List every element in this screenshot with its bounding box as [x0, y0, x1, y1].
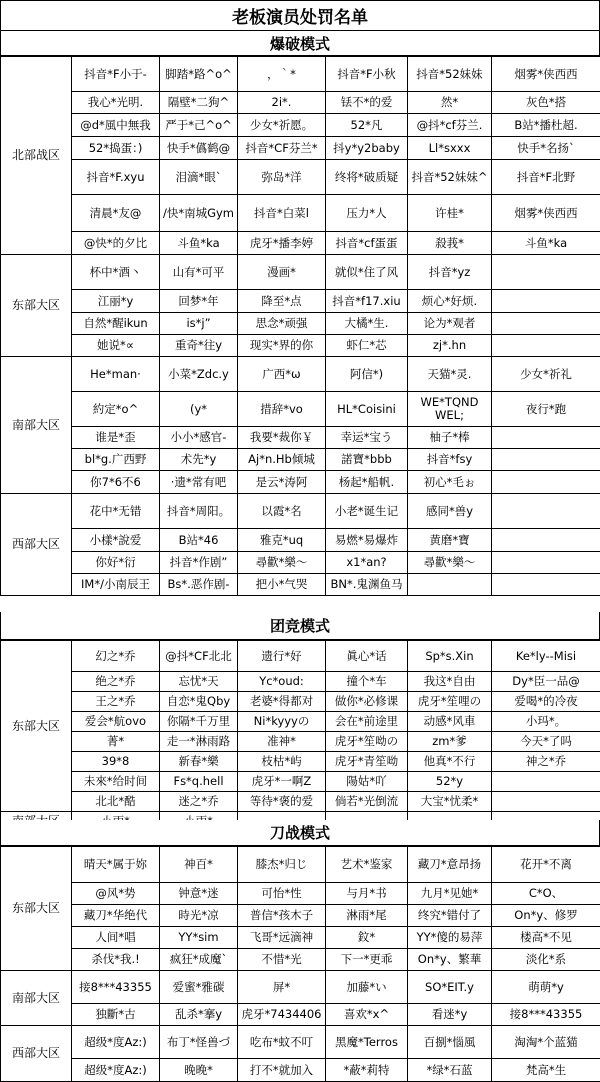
player-name-cell: x1*an?	[326, 552, 408, 574]
player-name-cell: 喜欢*x^	[326, 1004, 408, 1026]
player-name-cell	[492, 290, 600, 313]
player-name-cell: 超级*度Az:)	[72, 1059, 160, 1082]
player-name-cell: 人间*唱	[72, 927, 160, 949]
player-name-cell: B站*播杜超.	[492, 114, 600, 137]
player-name-cell: 杨起*船帆.	[326, 471, 408, 494]
player-name-cell: 尋歡*樂～	[408, 552, 492, 574]
player-name-cell: 小小*感官-	[160, 427, 238, 449]
player-name-cell: 抖音*F小于-	[72, 57, 160, 92]
sheet-title: 老板演员处罚名单	[0, 0, 600, 31]
table-row	[1, 672, 600, 692]
player-name-cell: 夜行*跑	[492, 392, 600, 427]
player-name-cell: 现实*界的你	[238, 335, 326, 357]
player-name-cell: 钟意*迷	[160, 883, 238, 905]
player-name-cell: 把小*气哭	[238, 574, 326, 596]
player-name-cell: YY*傻的易萍	[408, 927, 492, 949]
player-name-cell: 花开*不离	[492, 847, 600, 883]
player-name-cell: YY*sim	[160, 927, 238, 949]
player-name-cell: 虾仁*芯	[326, 335, 408, 357]
player-name-cell: HL*Coisini	[326, 392, 408, 427]
player-name-cell: 今天*了吗	[492, 732, 600, 752]
player-name-cell: 小玛*。	[492, 712, 600, 732]
player-name-cell: 少女*祈礼	[492, 357, 600, 392]
player-name-cell: 虎牙*播李婷	[238, 232, 326, 255]
player-name-cell: 烦心*好烦.	[408, 290, 492, 313]
player-name-cell: 广西*ω	[238, 357, 326, 392]
player-name-cell: 易燃*易爆炸	[326, 529, 408, 552]
player-name-cell: 以霞*名	[238, 494, 326, 529]
player-name-cell: 烟雾*侠西西	[492, 57, 600, 92]
mode-header: 刀战模式	[0, 820, 600, 846]
player-name-cell	[492, 552, 600, 574]
player-name-cell: 江丽*y	[72, 290, 160, 313]
player-name-cell: Bs*.恶作剧-	[160, 574, 238, 596]
player-name-cell: 布丁*怪兽づ	[160, 1026, 238, 1059]
player-name-cell: 我这*自由	[408, 672, 492, 692]
player-name-cell: IM*/小南辰王	[72, 574, 160, 596]
player-name-cell: 论为*观者	[408, 313, 492, 335]
player-name-cell: 大橘*生.	[326, 313, 408, 335]
table-row	[1, 1026, 600, 1059]
player-name-cell: Ni*kyyyの	[238, 712, 326, 732]
player-name-cell: 52*捣蛋：)	[72, 137, 160, 160]
player-name-cell	[492, 529, 600, 552]
player-name-cell: 眞心*话	[326, 641, 408, 672]
player-name-cell: 接8***43355	[492, 1004, 600, 1026]
player-name-cell: 是云*涛阿	[238, 471, 326, 494]
player-name-cell	[408, 574, 492, 596]
player-name-cell: 抖音*作剧”	[160, 552, 238, 574]
player-name-cell: Fs*q.hell	[160, 772, 238, 792]
player-name-cell: 与月*书	[326, 883, 408, 905]
table-row	[1, 92, 600, 114]
table-row	[1, 232, 600, 255]
player-name-cell: 等待*褒的爱	[238, 792, 326, 812]
region-label: 东部大区	[1, 847, 72, 971]
table-row	[1, 752, 600, 772]
player-name-cell: ·遗*常有吧	[160, 471, 238, 494]
player-name-cell: 独斷*古	[72, 1004, 160, 1026]
player-name-cell: 九月*见她*	[408, 883, 492, 905]
table-row	[1, 552, 600, 574]
player-name-cell: 绝之*乔	[72, 672, 160, 692]
player-name-cell: 諾寶*bbb	[326, 449, 408, 471]
player-name-cell	[492, 471, 600, 494]
player-name-cell	[492, 449, 600, 471]
table-row	[1, 160, 600, 195]
region-label: 南部大区	[1, 971, 72, 1026]
player-name-cell: 铥不*的爱	[326, 92, 408, 114]
table-row	[1, 255, 600, 290]
player-name-cell: @抖*CF北北	[160, 641, 238, 672]
player-name-cell: 终将*破质疑	[326, 160, 408, 195]
player-name-cell: 疯狂*成魔`	[160, 949, 238, 971]
player-name-cell: 打不*就加入	[238, 1059, 326, 1082]
player-name-cell	[492, 313, 600, 335]
table-row	[1, 471, 600, 494]
player-name-cell: 撞个*车	[326, 672, 408, 692]
player-name-cell: 雅克*uq	[238, 529, 326, 552]
player-name-cell: 百捌*惱風	[408, 1026, 492, 1059]
player-name-cell: ，｀*	[238, 57, 326, 92]
player-name-cell: 超级*度Az:)	[72, 1026, 160, 1059]
table-row	[1, 574, 600, 596]
player-name-cell: 术先*y	[160, 449, 238, 471]
player-name-cell: 终究*错付了	[408, 905, 492, 927]
player-name-cell: Sp*s.Xin	[408, 641, 492, 672]
player-name-cell: 枝枯*屿	[238, 752, 326, 772]
player-name-cell: zm*爹	[408, 732, 492, 752]
player-name-cell: 新春*樂	[160, 752, 238, 772]
player-name-cell: 乱杀*搴y	[160, 1004, 238, 1026]
player-name-cell: 抖音*白菜l	[238, 195, 326, 232]
player-name-cell: 大宝*忧柔*	[408, 792, 492, 812]
player-name-cell: 自恋*鬼Qby	[160, 692, 238, 712]
player-name-cell	[492, 494, 600, 529]
player-name-cell: SO*EIT.y	[408, 971, 492, 1004]
player-name-cell: 幻之*乔	[72, 641, 160, 672]
player-name-cell: 抖音*F北野	[492, 160, 600, 195]
player-name-cell: 漫画*	[238, 255, 326, 290]
table-row	[1, 949, 600, 971]
player-name-cell: Ke*ly--Misi	[492, 641, 600, 672]
player-name-cell: 迷之*乔	[160, 792, 238, 812]
player-name-cell: 降至*点	[238, 290, 326, 313]
mode-table	[0, 640, 600, 831]
player-name-cell: 約定*o^	[72, 392, 160, 427]
player-name-cell: 膝杰*归じ	[238, 847, 326, 883]
table-row	[1, 927, 600, 949]
player-name-cell: 动感*风車	[408, 712, 492, 732]
player-name-cell: Yc*oud:	[238, 672, 326, 692]
player-name-cell: 淋雨*尾	[326, 905, 408, 927]
table-row	[1, 137, 600, 160]
player-name-cell: 清晨*友@	[72, 195, 160, 232]
table-row	[1, 449, 600, 471]
table-row	[1, 692, 600, 712]
player-name-cell: 严于*己^o^	[160, 114, 238, 137]
player-name-cell: 2i*.	[238, 92, 326, 114]
player-name-cell: He*man·	[72, 357, 160, 392]
mode-table	[0, 56, 600, 596]
player-name-cell: 抖音*yz	[408, 255, 492, 290]
player-name-cell: 爱喝*的冷夜	[492, 692, 600, 712]
player-name-cell: 楼高*不见	[492, 927, 600, 949]
player-name-cell	[492, 772, 600, 792]
mode-header: 爆破模式	[0, 31, 600, 56]
player-name-cell: 天猫*灵.	[408, 357, 492, 392]
mode-header: 团竞模式	[0, 612, 600, 640]
table-row	[1, 772, 600, 792]
player-name-cell: 许桂*	[408, 195, 492, 232]
player-name-cell: On*y、繁華	[408, 949, 492, 971]
player-name-cell: 山有*可平	[160, 255, 238, 290]
player-name-cell: 回梦*年	[160, 290, 238, 313]
player-name-cell: 爱会*航ovo	[72, 712, 160, 732]
table-row	[1, 905, 600, 927]
player-name-cell: 抖音*F.xyu	[72, 160, 160, 195]
player-name-cell: 压力*人	[326, 195, 408, 232]
player-name-cell: 初心*毛ぉ	[408, 471, 492, 494]
region-label: 东部大区	[1, 255, 72, 357]
player-name-cell: 遗行*好	[238, 641, 326, 672]
player-name-cell: 杯中*酒丶	[72, 255, 160, 290]
player-name-cell: 抖y*y2baby	[326, 137, 408, 160]
player-name-cell: 斗鱼*ka	[492, 232, 600, 255]
player-name-cell: 会在*前途里	[326, 712, 408, 732]
player-name-cell	[492, 335, 600, 357]
player-name-cell: @d*風中無我	[72, 114, 160, 137]
player-name-cell: 隔壁*二狗^	[160, 92, 238, 114]
player-name-cell: 抖音*F小秋	[326, 57, 408, 92]
player-name-cell: 杀伐*我.!	[72, 949, 160, 971]
player-name-cell	[492, 792, 600, 812]
region-label: 南部大区	[1, 357, 72, 494]
player-name-cell: 黑魔*Terros	[326, 1026, 408, 1059]
player-name-cell: 梵高*生	[492, 1059, 600, 1082]
player-name-cell: WE*TQND WEL;	[408, 392, 492, 427]
table-row	[1, 195, 600, 232]
player-name-cell: 北北*酷	[72, 792, 160, 812]
table-row	[1, 313, 600, 335]
player-name-cell: 神百*	[160, 847, 238, 883]
player-name-cell: 未來*给时间	[72, 772, 160, 792]
player-name-cell: 王之*乔	[72, 692, 160, 712]
player-name-cell: 淡化*系	[492, 949, 600, 971]
player-name-cell: 小菜*Zdc.y	[160, 357, 238, 392]
player-name-cell: 神之*乔	[492, 752, 600, 772]
player-name-cell: 抖音*52妹妹	[408, 57, 492, 92]
player-name-cell: 菁*	[72, 732, 160, 752]
player-name-cell: 老婆*得都对	[238, 692, 326, 712]
player-name-cell: 你7*6不6	[72, 471, 160, 494]
player-name-cell: 抖音*f17.xiu	[326, 290, 408, 313]
player-name-cell: 抖音*cf蛋蛋	[326, 232, 408, 255]
player-name-cell: is*j”	[160, 313, 238, 335]
table-row	[1, 792, 600, 812]
player-name-cell: @风*势	[72, 883, 160, 905]
player-name-cell: 虎牙*7434406	[238, 1004, 326, 1026]
player-name-cell: 然*	[408, 92, 492, 114]
player-name-cell: 谁是*歪	[72, 427, 160, 449]
table-row	[1, 357, 600, 392]
player-name-cell: 虎牙*笙哩の	[408, 692, 492, 712]
player-name-cell: (y*	[160, 392, 238, 427]
player-name-cell: 烟雾*侠西西	[492, 195, 600, 232]
player-name-cell	[492, 255, 600, 290]
table-row	[1, 1004, 600, 1026]
table-row	[1, 392, 600, 427]
player-name-cell: @快*的夕比	[72, 232, 160, 255]
player-name-cell: Dy*臣一品@	[492, 672, 600, 692]
table-row	[1, 641, 600, 672]
player-name-cell	[492, 574, 600, 596]
player-name-cell: 思念*顽强	[238, 313, 326, 335]
player-name-cell: 自然*醒ikun	[72, 313, 160, 335]
player-name-cell: 走一*淋雨路	[160, 732, 238, 752]
player-name-cell	[492, 427, 600, 449]
table-row	[1, 114, 600, 137]
player-name-cell: 抖音*fsy	[408, 449, 492, 471]
player-name-cell: C*O、	[492, 883, 600, 905]
player-name-cell: On*y、修罗	[492, 905, 600, 927]
player-name-cell: 快手*名扬`	[492, 137, 600, 160]
player-name-cell: 尋歡*樂～	[238, 552, 326, 574]
player-name-cell: 39*8	[72, 752, 160, 772]
player-name-cell: 倘若*光倒流	[326, 792, 408, 812]
player-name-cell: 抖音*52妹妹^	[408, 160, 492, 195]
player-name-cell: 時光*凉	[160, 905, 238, 927]
mode-table	[0, 846, 600, 1082]
player-name-cell: 弥岛*洋	[238, 160, 326, 195]
player-name-cell: 抖音*CF芬兰*	[238, 137, 326, 160]
region-label: 西部大区	[1, 1026, 72, 1082]
player-name-cell: 做你*必修课	[326, 692, 408, 712]
player-name-cell: 准神*	[238, 732, 326, 752]
region-label: 东部大区	[1, 641, 72, 812]
player-name-cell: 忘忧*天	[160, 672, 238, 692]
player-name-cell: @抖*cf芬兰.	[408, 114, 492, 137]
player-name-cell: 看迷*y	[408, 1004, 492, 1026]
table-row	[1, 57, 600, 92]
player-name-cell: 阿信*)	[326, 357, 408, 392]
player-name-cell: 灰色*搭	[492, 92, 600, 114]
player-name-cell: 下一*更乖	[326, 949, 408, 971]
table-row	[1, 712, 600, 732]
player-name-cell: /快*南城Gym	[160, 195, 238, 232]
player-name-cell: 就似*住了风	[326, 255, 408, 290]
player-name-cell: 小老*诞生记	[326, 494, 408, 529]
player-name-cell: 她说*∝	[72, 335, 160, 357]
player-name-cell: 普信*孩木子	[238, 905, 326, 927]
player-name-cell: *绿*石蓝	[408, 1059, 492, 1082]
player-name-cell: 52*凡	[326, 114, 408, 137]
player-name-cell: 接8***43355	[72, 971, 160, 1004]
table-row	[1, 971, 600, 1004]
player-name-cell: 艺术*鉴家	[326, 847, 408, 883]
player-name-cell: 抖音*周阳。	[160, 494, 238, 529]
player-name-cell: 晴天*属于妳	[72, 847, 160, 883]
table-row	[1, 290, 600, 313]
player-name-cell: 屏*	[238, 971, 326, 1004]
player-name-cell: 虎牙*青笙呦	[326, 752, 408, 772]
player-name-cell: 52*y	[408, 772, 492, 792]
player-name-cell: 脚踏*路^o^	[160, 57, 238, 92]
player-name-cell: zj*.hn	[408, 335, 492, 357]
player-name-cell: 不惜*光	[238, 949, 326, 971]
player-name-cell: 快手*儰鹤@	[160, 137, 238, 160]
player-name-cell: 泪滴*眼`	[160, 160, 238, 195]
player-name-cell: bl*g.广西野	[72, 449, 160, 471]
player-name-cell: 萌萌*y	[492, 971, 600, 1004]
player-name-cell: BN*.鬼渊鱼马	[326, 574, 408, 596]
table-row	[1, 847, 600, 883]
region-label: 西部大区	[1, 494, 72, 596]
player-name-cell: 藏刀*华绝代	[72, 905, 160, 927]
player-name-cell: 陽姑*吖	[326, 772, 408, 792]
player-name-cell: Aj*n.Hb倾城	[238, 449, 326, 471]
player-name-cell: 幸运*宝う	[326, 427, 408, 449]
player-name-cell: 我要*裁你￥	[238, 427, 326, 449]
table-row	[1, 732, 600, 752]
table-row	[1, 494, 600, 529]
player-name-cell: 淘淘*个蓝猫	[492, 1026, 600, 1059]
player-name-cell: 他真*不行	[408, 752, 492, 772]
player-name-cell: 少女*祈愿。	[238, 114, 326, 137]
player-name-cell: 飞哥*远滴神	[238, 927, 326, 949]
player-name-cell: 措辞*vo	[238, 392, 326, 427]
player-name-cell: 虎牙*一啊Z	[238, 772, 326, 792]
player-name-cell: 你好*衍	[72, 552, 160, 574]
player-name-cell: 加藤*い	[326, 971, 408, 1004]
table-row	[1, 335, 600, 357]
player-name-cell: 晚晚*	[160, 1059, 238, 1082]
player-name-cell: 藏刀*意昂扬	[408, 847, 492, 883]
player-name-cell: 黄磨*寶	[408, 529, 492, 552]
player-name-cell: Ll*sxxx	[408, 137, 492, 160]
player-name-cell: 殺莪*	[408, 232, 492, 255]
player-name-cell: 重奇*往y	[160, 335, 238, 357]
table-row	[1, 883, 600, 905]
player-name-cell: 鈫*	[326, 927, 408, 949]
player-name-cell: 感同*兽y	[408, 494, 492, 529]
player-name-cell: *蔽*莉特	[326, 1059, 408, 1082]
player-name-cell: 可怡*性	[238, 883, 326, 905]
player-name-cell: 虎牙*笙呦の	[326, 732, 408, 752]
region-label: 北部战区	[1, 57, 72, 255]
player-name-cell: 你隔*千万里	[160, 712, 238, 732]
player-name-cell: 爱蜜*雅碳	[160, 971, 238, 1004]
player-name-cell: 小樣*說爱	[72, 529, 160, 552]
player-name-cell: 花中*无错	[72, 494, 160, 529]
player-name-cell: 柚子*棒	[408, 427, 492, 449]
table-row	[1, 529, 600, 552]
player-name-cell: 我心*光明.	[72, 92, 160, 114]
player-name-cell: 斗鱼*ka	[160, 232, 238, 255]
player-name-cell: 吃布*蚊不叮	[238, 1026, 326, 1059]
table-row	[1, 427, 600, 449]
player-name-cell: B站*46	[160, 529, 238, 552]
